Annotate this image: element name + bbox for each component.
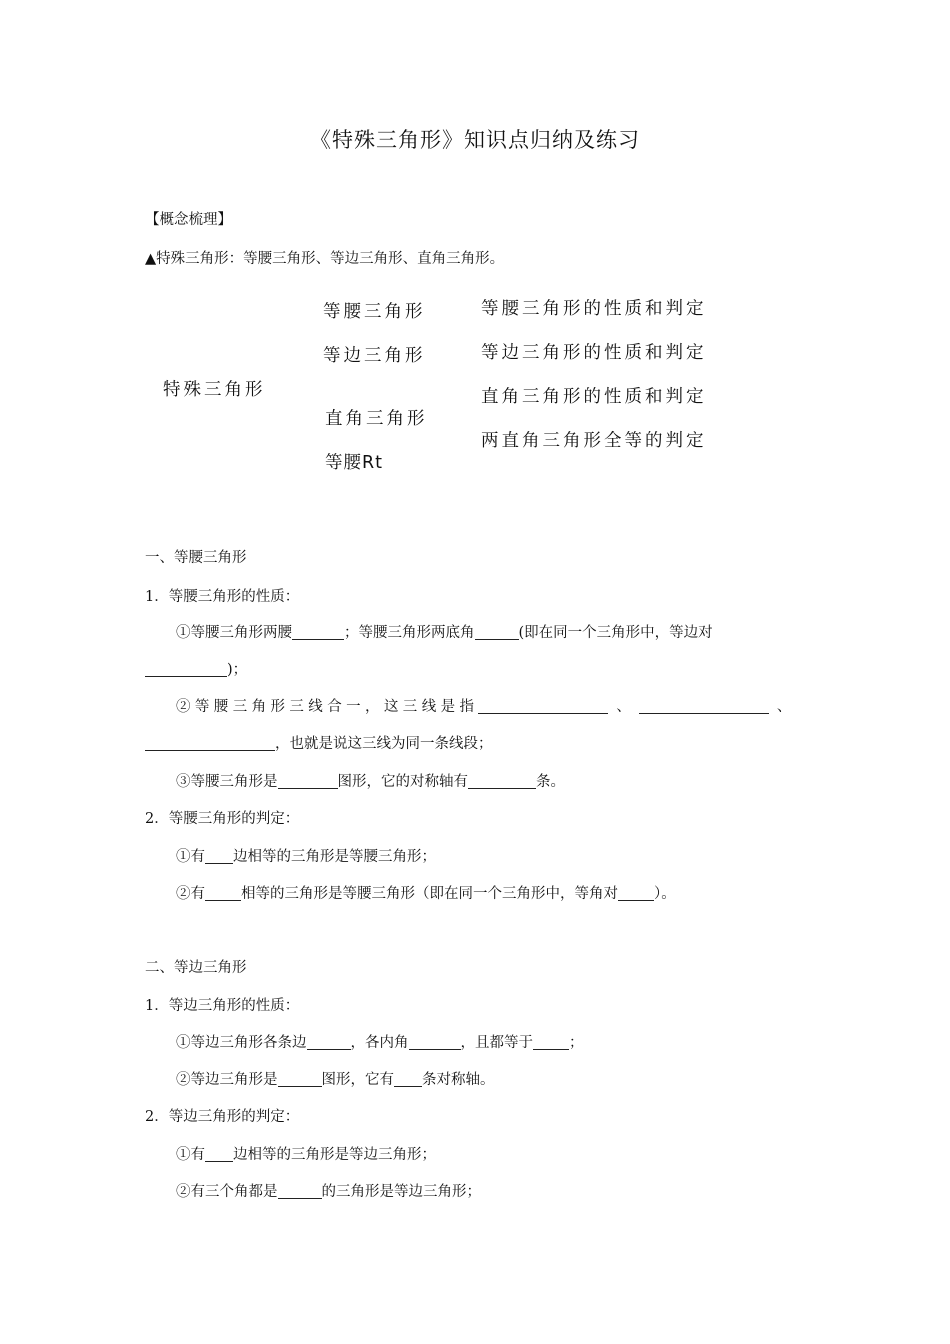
question-line bbox=[176, 1033, 584, 1053]
question-text: ①等边三角形各条边 bbox=[176, 1035, 307, 1051]
answer-blank[interactable] bbox=[307, 1034, 351, 1050]
answer-blank[interactable] bbox=[394, 1071, 422, 1087]
question-text: 的三角形是等边三角形； bbox=[321, 1184, 481, 1200]
question-line bbox=[176, 884, 676, 904]
answer-blank[interactable] bbox=[478, 698, 608, 714]
question-text: ②等边三角形是 bbox=[176, 1072, 278, 1088]
question-text: ②等腰三角形三线合一，这三线是指 bbox=[176, 699, 479, 715]
question-text: ②有三个角都是 bbox=[176, 1184, 278, 1200]
question-line bbox=[176, 1182, 481, 1202]
answer-blank[interactable] bbox=[618, 885, 654, 901]
question-line bbox=[176, 1070, 495, 1090]
question-text: ③等腰三角形是 bbox=[176, 774, 278, 790]
subsection-title: 2．等腰三角形的判定： bbox=[145, 811, 300, 827]
answer-blank[interactable] bbox=[409, 1034, 461, 1050]
question-text: 边相等的三角形是等边三角形； bbox=[233, 1147, 436, 1163]
answer-blank[interactable] bbox=[475, 624, 519, 640]
section-heading: 一、等腰三角形 bbox=[145, 550, 247, 566]
separator: 、 bbox=[776, 699, 792, 715]
answer-blank[interactable] bbox=[145, 661, 227, 677]
question-line bbox=[176, 697, 791, 717]
question-text: )； bbox=[227, 662, 248, 678]
question-line bbox=[145, 734, 493, 754]
subsection-title: 1．等边三角形的性质： bbox=[145, 998, 300, 1014]
question-text: ，也就是说这三线为同一条线段； bbox=[275, 736, 493, 752]
separator: 、 bbox=[616, 699, 631, 715]
question-text: 图形，它有 bbox=[321, 1072, 394, 1088]
answer-blank[interactable] bbox=[468, 773, 536, 789]
question-line bbox=[176, 847, 436, 867]
subsection-title: 2．等边三角形的判定： bbox=[145, 1109, 300, 1125]
diagram-right-item: 直角三角形的性质和判定 bbox=[481, 387, 707, 407]
diagram-middle-item: 等边三角形 bbox=[323, 346, 426, 366]
diagram-right-item: 等边三角形的性质和判定 bbox=[481, 343, 707, 363]
answer-blank[interactable] bbox=[278, 1183, 322, 1199]
question-line bbox=[176, 772, 565, 792]
answer-blank[interactable] bbox=[278, 773, 338, 789]
question-line bbox=[145, 660, 247, 680]
question-text: ①有 bbox=[176, 1147, 205, 1163]
question-text: ①有 bbox=[176, 849, 205, 865]
question-text: 条对称轴。 bbox=[422, 1072, 495, 1088]
question-text: ，且都等于 bbox=[460, 1035, 533, 1051]
question-text: ）。 bbox=[654, 886, 676, 902]
question-text: ，各内角 bbox=[350, 1035, 409, 1051]
question-text: 相等的三角形是等腰三角形（即在同一个三角形中，等角对 bbox=[241, 886, 618, 902]
question-text: 边相等的三角形是等腰三角形； bbox=[233, 849, 436, 865]
diagram-right-item: 等腰三角形的性质和判定 bbox=[481, 299, 707, 319]
diagram-root: 特殊三角形 bbox=[163, 380, 266, 400]
answer-blank[interactable] bbox=[205, 885, 241, 901]
answer-blank[interactable] bbox=[145, 735, 275, 751]
question-text: 条。 bbox=[536, 774, 565, 790]
answer-blank[interactable] bbox=[292, 624, 344, 640]
question-text: ；等腰三角形两底角 bbox=[344, 625, 475, 641]
diagram-middle-item: 直角三角形 bbox=[325, 409, 428, 429]
answer-blank[interactable] bbox=[205, 848, 233, 864]
section-heading: 二、等边三角形 bbox=[145, 960, 247, 976]
question-text: 图形，它的对称轴有 bbox=[337, 774, 468, 790]
answer-blank[interactable] bbox=[278, 1071, 322, 1087]
answer-blank[interactable] bbox=[639, 698, 769, 714]
question-text: ； bbox=[569, 1035, 584, 1051]
diagram-right-item: 两直角三角形全等的判定 bbox=[481, 431, 707, 451]
diagram-middle-item: 等腰Rt bbox=[325, 453, 384, 473]
concept-intro: ▲特殊三角形：等腰三角形、等边三角形、直角三角形。 bbox=[145, 251, 505, 267]
question-text: ②有 bbox=[176, 886, 205, 902]
answer-blank[interactable] bbox=[533, 1034, 569, 1050]
question-text: ①等腰三角形两腰 bbox=[176, 625, 292, 641]
concept-header: 【概念梳理】 bbox=[145, 212, 232, 228]
question-line bbox=[176, 623, 713, 643]
question-text: (即在同一个三角形中，等边对 bbox=[518, 625, 713, 641]
page-title: 《特殊三角形》知识点归纳及练习 bbox=[310, 128, 640, 152]
subsection-title: 1．等腰三角形的性质： bbox=[145, 589, 300, 605]
answer-blank[interactable] bbox=[205, 1146, 233, 1162]
diagram-middle-item: 等腰三角形 bbox=[323, 302, 426, 322]
question-line bbox=[176, 1145, 436, 1165]
